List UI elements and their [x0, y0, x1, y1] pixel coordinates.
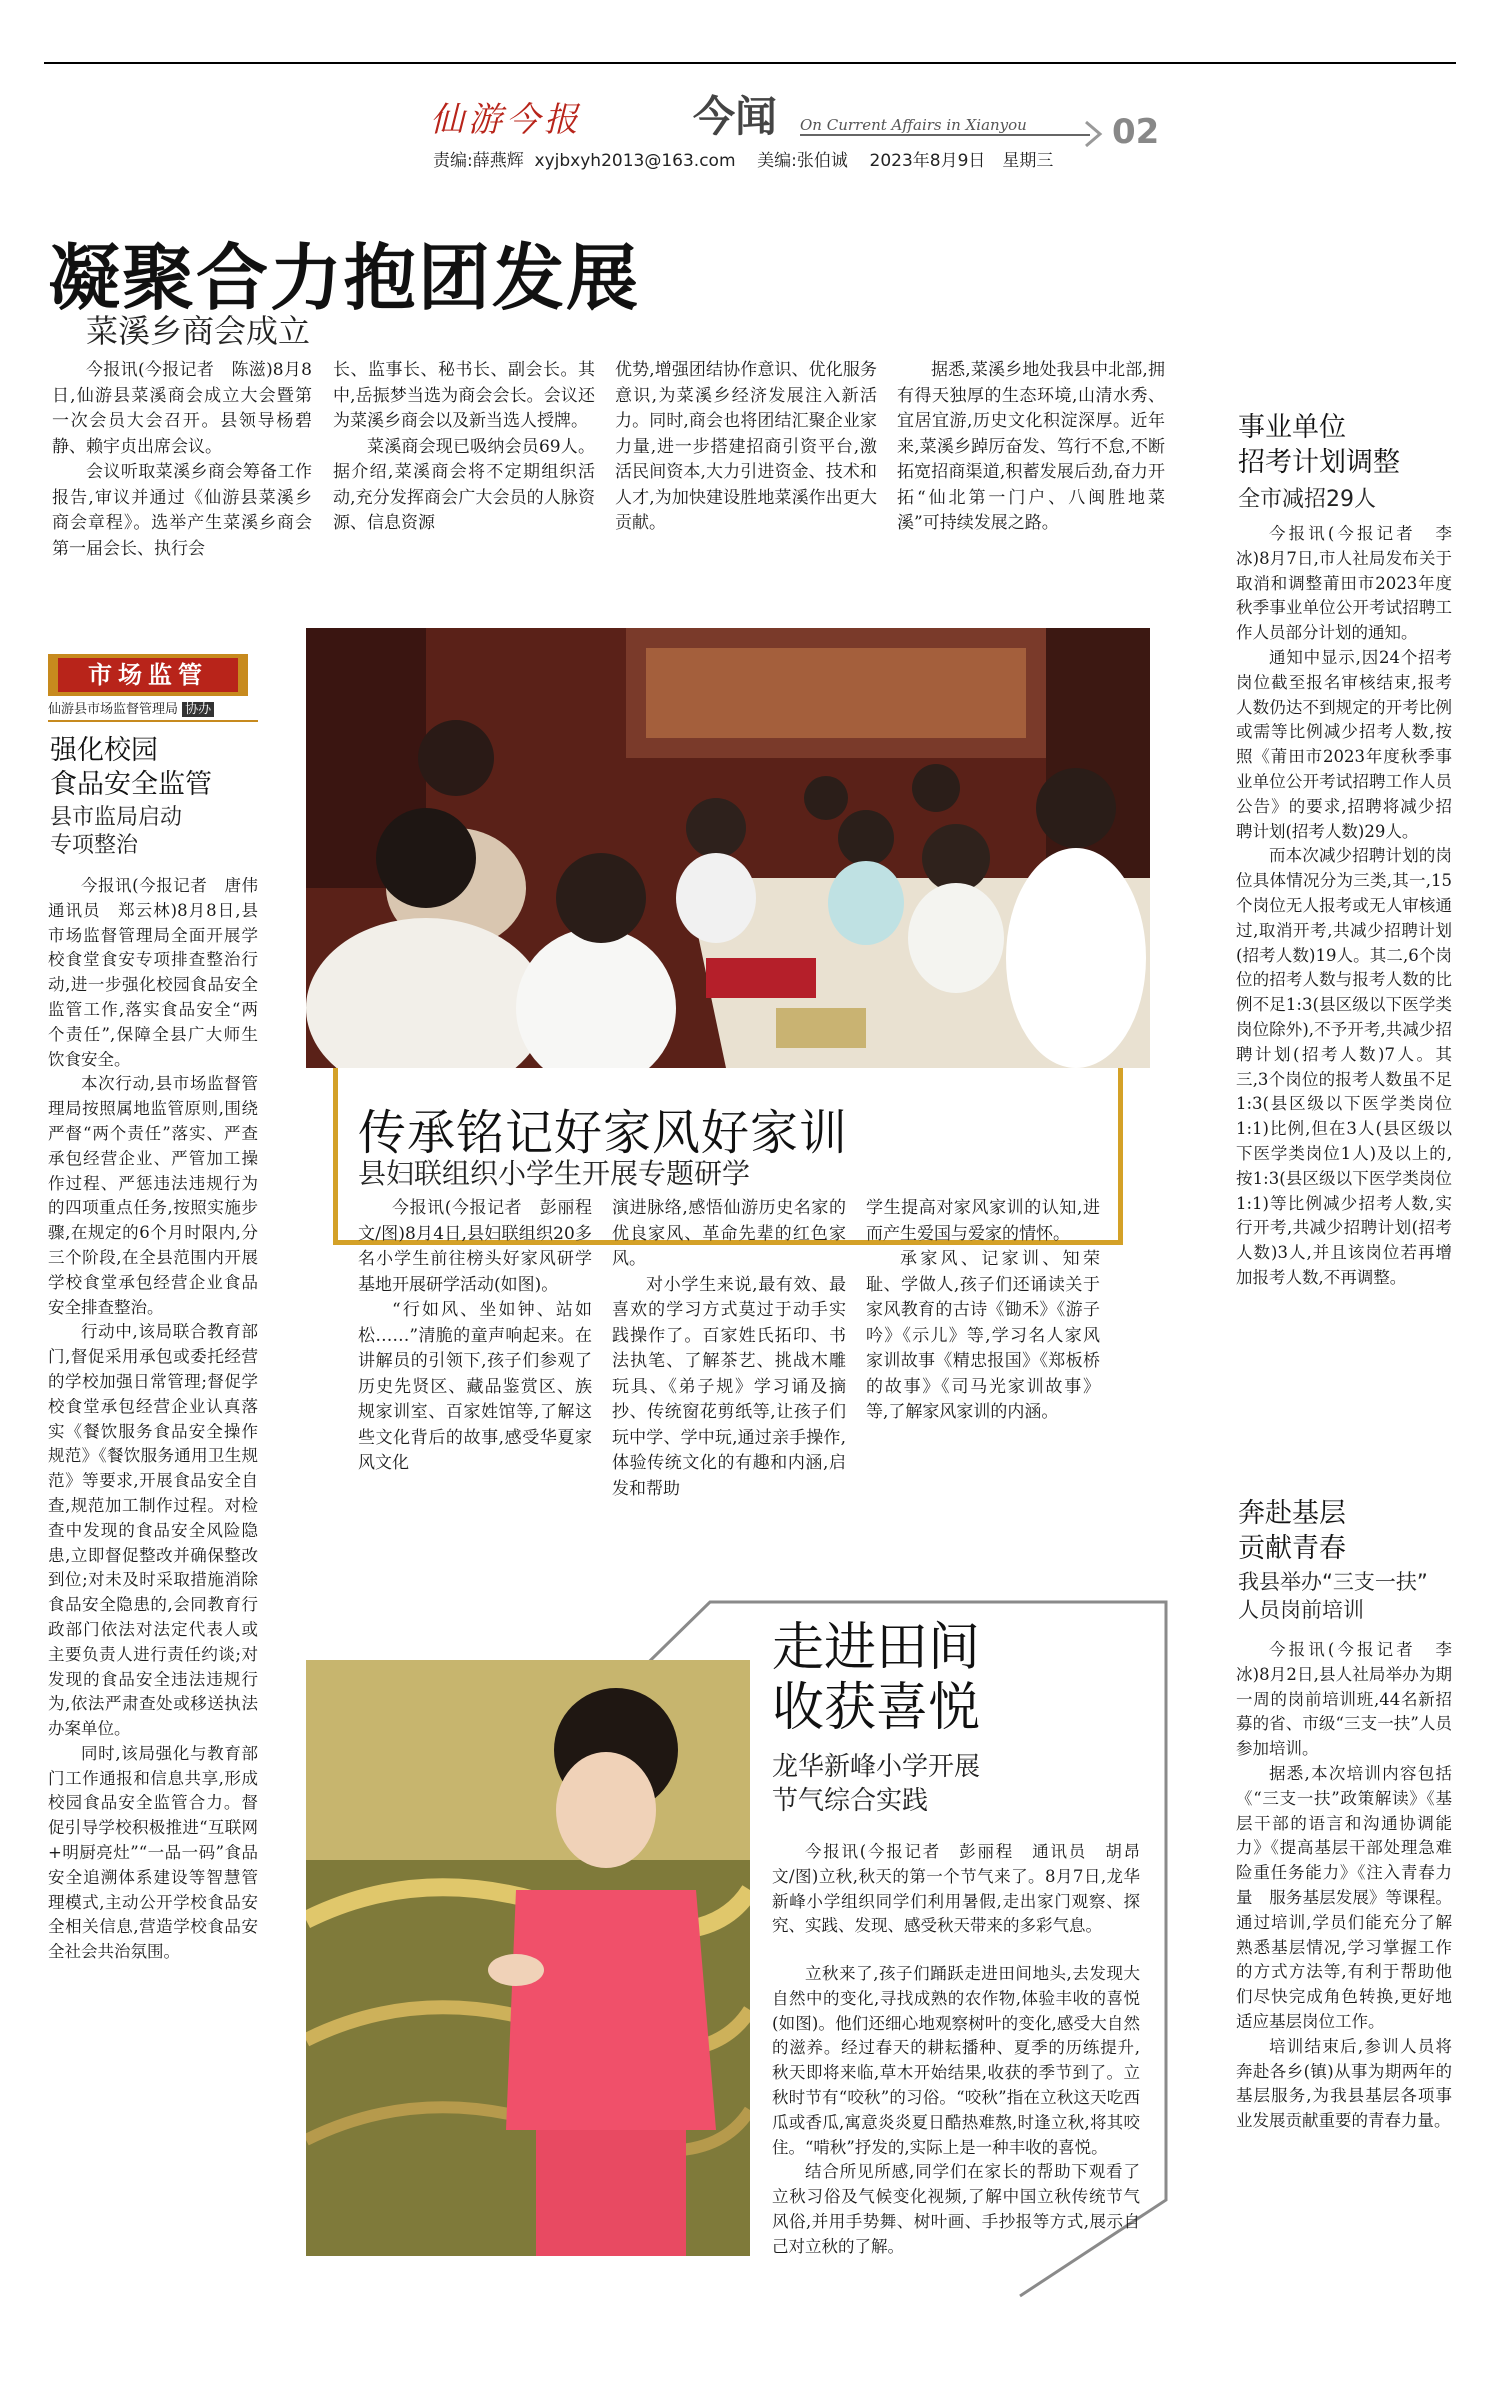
- field-title-line: 收获喜悦: [772, 1678, 981, 1738]
- grassroots-sub-line: 人员岗前培训: [1238, 1598, 1364, 1622]
- recruit-title-line: 招考计划调整: [1238, 447, 1400, 478]
- family-subtitle: 县妇联组织小学生开展专题研学: [358, 1157, 751, 1190]
- lead-para: 优势,增强团结协作意识、优化服务意识,为菜溪乡经济发展注入新活力。同时,商会也将团结汇聚企业家力量,进一步搭建招商引资平台,激活民间资本,大力引进资金、技术和人才,为加快建设胜地菜溪作出更大贡献。: [615, 360, 877, 533]
- grassroots-title: [1238, 1496, 1346, 1566]
- lead-para: 菜溪商会现已吸纳会员69人。据介绍,菜溪商会将不定期组织活动,充分发挥商会广大会员的人脉资源、信息资源: [333, 436, 595, 533]
- market-para: 行动中,该局联合教育部门,督促采用承包或委托经营的学校加强日常管理;督促学校食堂承包经营企业认真落实《餐饮服务食品安全操作规范》《餐饮服务通用卫生规范》等要求,开展食品安全自查,规范加工制作过程。对检查中发现的食品安全风险隐患,立即督促整改并确保整改到位;对未及时采取措施消除食品安全隐患的,会同教育行政部门依法对法定代表人或主要负责人进行责任约谈;对发现的食品安全违法违规行为,依法严肃查处或移送执法办案单位。: [48, 1322, 258, 1739]
- lead-para: 据悉,菜溪乡地处我县中北部,拥有得天独厚的生态环境,山清水秀、宜居宜游,历史文化积淀深厚。近年来,菜溪乡踔厉奋发、笃行不怠,不断拓宽招商渠道,积蓄发展后劲,奋力开拓“仙北第一门户、八闽胜地菜溪”可持续发展之路。: [897, 360, 1165, 533]
- field-subtitle: [772, 1750, 980, 1818]
- market-title-line: 食品安全监管: [50, 769, 212, 800]
- section-title: 今闻: [693, 92, 778, 141]
- chevron-right-icon: [1082, 118, 1110, 150]
- family-para: 承家风、记家训、知荣耻、学做人,孩子们还诵读关于家风教育的古诗《锄禾》《游子吟》《示儿》等,学习名人家风家训故事《精忠报国》《郑板桥的故事》《司马光家训故事》等,了解家风家训的内涵。: [866, 1249, 1100, 1422]
- market-title-line: 强化校园: [50, 735, 158, 766]
- grassroots-subtitle: [1238, 1568, 1428, 1624]
- recruit-para: 而本次减少招聘计划的岗位具体情况分为三类,其一,15个岗位无人报考或无人审核通过,取消开考,共减少招聘计划(招考人数)19人。其二,6个岗位的招考人数与报考人数的比例不足1:3(县区级以下医学类岗位除外),不予开考,共减少招聘计划(招考人数)7人。其三,3个岗位的报考人数虽不足1:3(县区级以下医学类岗位1:1)比例,但在3人(县区级以下医学类岗位1人)及以上的,按1:3(县区级以下医学类岗位1:1)等比例减少招考人数,实行开考,共减少招聘计划(招考人数)3人,并且该岗位若再增加报考人数,不再调整。: [1236, 846, 1452, 1287]
- market-title: [50, 734, 212, 802]
- field-title: [772, 1618, 980, 1738]
- grassroots-para: 培训结束后,参训人员将奔赴各乡(镇)从事为期两年的基层服务,为我县基层各项事业发展贡献重要的青春力量。: [1236, 2036, 1452, 2131]
- family-col-2: [612, 1196, 846, 1502]
- grassroots-para: 今报讯(今报记者 李冰)8月2日,县人社局举办为期一周的岗前培训班,44名新招募的省、市级“三支一扶”人员参加培训。: [1236, 1640, 1452, 1759]
- lead-subtitle: 菜溪乡商会成立: [86, 312, 311, 350]
- market-para: 本次行动,县市场监督管理局按照属地监管原则,围绕严督“两个责任”落实、严查承包经营企业、严管加工操作过程、严惩违法违规行为的四项重点任务,按照实施步骤,在规定的6个月时限内,分三个阶段,在全县范围内开展学校食堂承包经营企业食品安全排查整治。: [48, 1074, 258, 1317]
- field-para: 立秋来了,孩子们踊跃走进田间地头,去发现大自然中的变化,寻找成熟的农作物,体验丰收的喜悦(如图)。他们还细心地观察树叶的变化,感受大自然的滋养。经过春天的耕耘播种、夏季的历练提升,秋天即将来临,草木开始结果,收获的季节到了。立秋时节有“咬秋”的习俗。“咬秋”指在立秋这天吃西瓜或香瓜,寓意炎炎夏日酷热难熬,时逢立秋,将其咬住。“啃秋”抒发的,实际上是一种丰收的喜悦。: [772, 1964, 1140, 2157]
- field-body: [772, 1962, 1140, 2260]
- family-col-3: [866, 1196, 1100, 1426]
- lead-para: 长、监事长、秘书长、副会长。其中,岳振梦当选为商会会长。会议还为菜溪乡商会以及新当选人授牌。: [333, 360, 595, 431]
- masthead-logo: 仙游今报: [430, 100, 582, 140]
- recruit-para: 通知中显示,因24个招考岗位截至报名审核结束,报考人数仍达不到规定的开考比例或需等比例减少招考人数,按照《莆田市2023年度秋季事业单位公开考试招聘工作人员公告》的要求,招聘将减少招聘计划(招考人数)29人。: [1236, 647, 1452, 841]
- family-frame-right: [1118, 1068, 1123, 1245]
- market-body: [48, 874, 275, 1965]
- grassroots-body: [1236, 1638, 1452, 2134]
- market-para: 同时,该局强化与教育部门工作通报和信息共享,形成校园食品安全监管合力。督促引导学校积极推进“互联网+明厨亮灶”“一品一码”食品安全追溯体系建设等智慧管理模式,主动公开学校食品安全相关信息,营造学校食品安全社会共治氛围。: [48, 1743, 258, 1962]
- market-subtitle: [50, 804, 182, 860]
- field-title-line: 走进田间: [772, 1618, 981, 1678]
- recruit-body: [1236, 522, 1452, 1291]
- market-sponsor: [48, 698, 258, 722]
- grassroots-para: 据悉,本次培训内容包括《“三支一扶”政策解读》《基层干部的语言和沟通协调能力》《提高基层干部处理急难险重任务能力》《注入青春力量 服务基层发展》等课程。通过培训,学员们能充分了解熟悉基层情况,学习掌握工作的方式方法等,有利于帮助他们尽快完成角色转换,更好地适应基层岗位工作。: [1236, 1763, 1452, 2031]
- rice-field-photo-illustration: [306, 1660, 750, 2256]
- market-sub-line: 县市监局启动: [50, 805, 183, 830]
- editor: 责编:薛燕辉: [433, 151, 524, 171]
- family-para: 演进脉络,感悟仙游历史名家的优良家风、革命先辈的红色家风。: [612, 1198, 846, 1269]
- lead-col-3: [615, 358, 877, 537]
- lead-col-4: [897, 358, 1165, 537]
- family-para: 对小学生来说,最有效、最喜欢的学习方式莫过于动手实践操作了。百家姓氏拓印、书法执笔、了解茶艺、挑战木雕玩具、《弟子规》学习诵及摘抄、传统窗花剪纸等,让孩子们玩中学、学中玩,通过亲手操作,体验传统文化的有趣和内涵,启发和帮助: [612, 1274, 846, 1499]
- lead-col-1: [52, 358, 312, 562]
- family-photo: [306, 628, 1150, 1068]
- issue-date: 2023年8月9日 星期三: [869, 151, 1054, 171]
- grassroots-sub-line: 我县举办“三支一扶”: [1238, 1570, 1428, 1594]
- lead-col-2: [333, 358, 595, 537]
- grassroots-title-line: 奔赴基层: [1238, 1498, 1346, 1529]
- field-photo: [306, 1660, 750, 2256]
- family-para: 今报讯(今报记者 彭丽程 文/图)8月4日,县妇联组织20多名小学生前往榜头好家风研学基地开展研学活动(如图)。: [358, 1198, 609, 1295]
- top-rule: [44, 62, 1456, 64]
- sponsor-tag: 协办: [182, 702, 214, 717]
- study-visit-photo-illustration: [306, 628, 1150, 1068]
- email: xyjbxyh2013@163.com: [534, 151, 736, 171]
- masthead-line: [800, 134, 1090, 136]
- field-sub-line: 节气综合实践: [772, 1786, 929, 1816]
- designer: 美编:张伯诚: [757, 151, 848, 171]
- family-col-1: [358, 1196, 609, 1477]
- grassroots-title-line: 贡献青春: [1238, 1533, 1346, 1564]
- editor-info: [433, 146, 1053, 171]
- lead-para: 会议听取菜溪乡商会筹备工作报告,审议并通过《仙游县菜溪乡商会章程》。选举产生菜溪乡商会第一届会长、执行会: [52, 462, 312, 559]
- recruit-para: 今报讯(今报记者 李冰)8月7日,市人社局发布关于取消和调整莆田市2023年度秋季事业单位公开考试招聘工作人员部分计划的通知。: [1236, 524, 1452, 643]
- page-number: 02: [1112, 112, 1160, 152]
- lead-title: 凝聚合力抱团发展: [48, 236, 641, 320]
- market-para: 今报讯(今报记者 唐伟 通讯员 郑云林)8月8日,县市场监督管理局全面开展学校食堂食安专项排查整治行动,进一步强化校园食品安全监管工作,落实食品安全“两个责任”,保障全县广大师生饮食安全。: [48, 876, 275, 1069]
- field-para: 今报讯(今报记者 彭丽程 通讯员 胡昂 文/图)立秋,秋天的第一个节气来了。8月7日,龙华新峰小学组织同学们利用暑假,走出家门观察、探究、实践、发现、感受秋天带来的多彩气息。: [772, 1842, 1157, 1936]
- family-para: 学生提高对家风家训的认知,进而产生爱国与爱家的情怀。: [866, 1198, 1100, 1244]
- recruit-subtitle: 全市减招29人: [1238, 487, 1376, 512]
- field-para: 结合所见所感,同学们在家长的帮助下观看了立秋习俗及气候变化视频,了解中国立秋传统节气风俗,并用手势舞、树叶画、手抄报等方式,展示自己对立秋的了解。: [772, 2162, 1140, 2256]
- market-banner-text: 市场监管: [58, 658, 238, 692]
- family-frame-left: [333, 1068, 338, 1242]
- field-sub-line: 龙华新峰小学开展: [772, 1752, 981, 1782]
- sponsor-name: 仙游县市场监督管理局: [48, 702, 179, 717]
- field-body-top: [772, 1840, 1157, 1939]
- section-subtitle: On Current Affairs in Xianyou: [800, 116, 1027, 134]
- family-para: “行如风、坐如钟、站如松……”清脆的童声响起来。在讲解员的引领下,孩子们参观了历史先贤区、藏品鉴赏区、族规家训室、百家姓馆等,了解这些文化背后的故事,感受华夏家风文化: [358, 1300, 592, 1473]
- lead-para: 今报讯(今报记者 陈滋)8月8日,仙游县菜溪商会成立大会暨第一次会员大会召开。县领导杨碧静、赖宇贞出席会议。: [52, 360, 312, 457]
- market-sub-line: 专项整治: [50, 833, 139, 858]
- family-title: 传承铭记好家风好家训: [358, 1105, 849, 1161]
- recruit-title-line: 事业单位: [1238, 412, 1346, 443]
- recruit-title: [1238, 410, 1400, 480]
- market-banner: [48, 654, 248, 696]
